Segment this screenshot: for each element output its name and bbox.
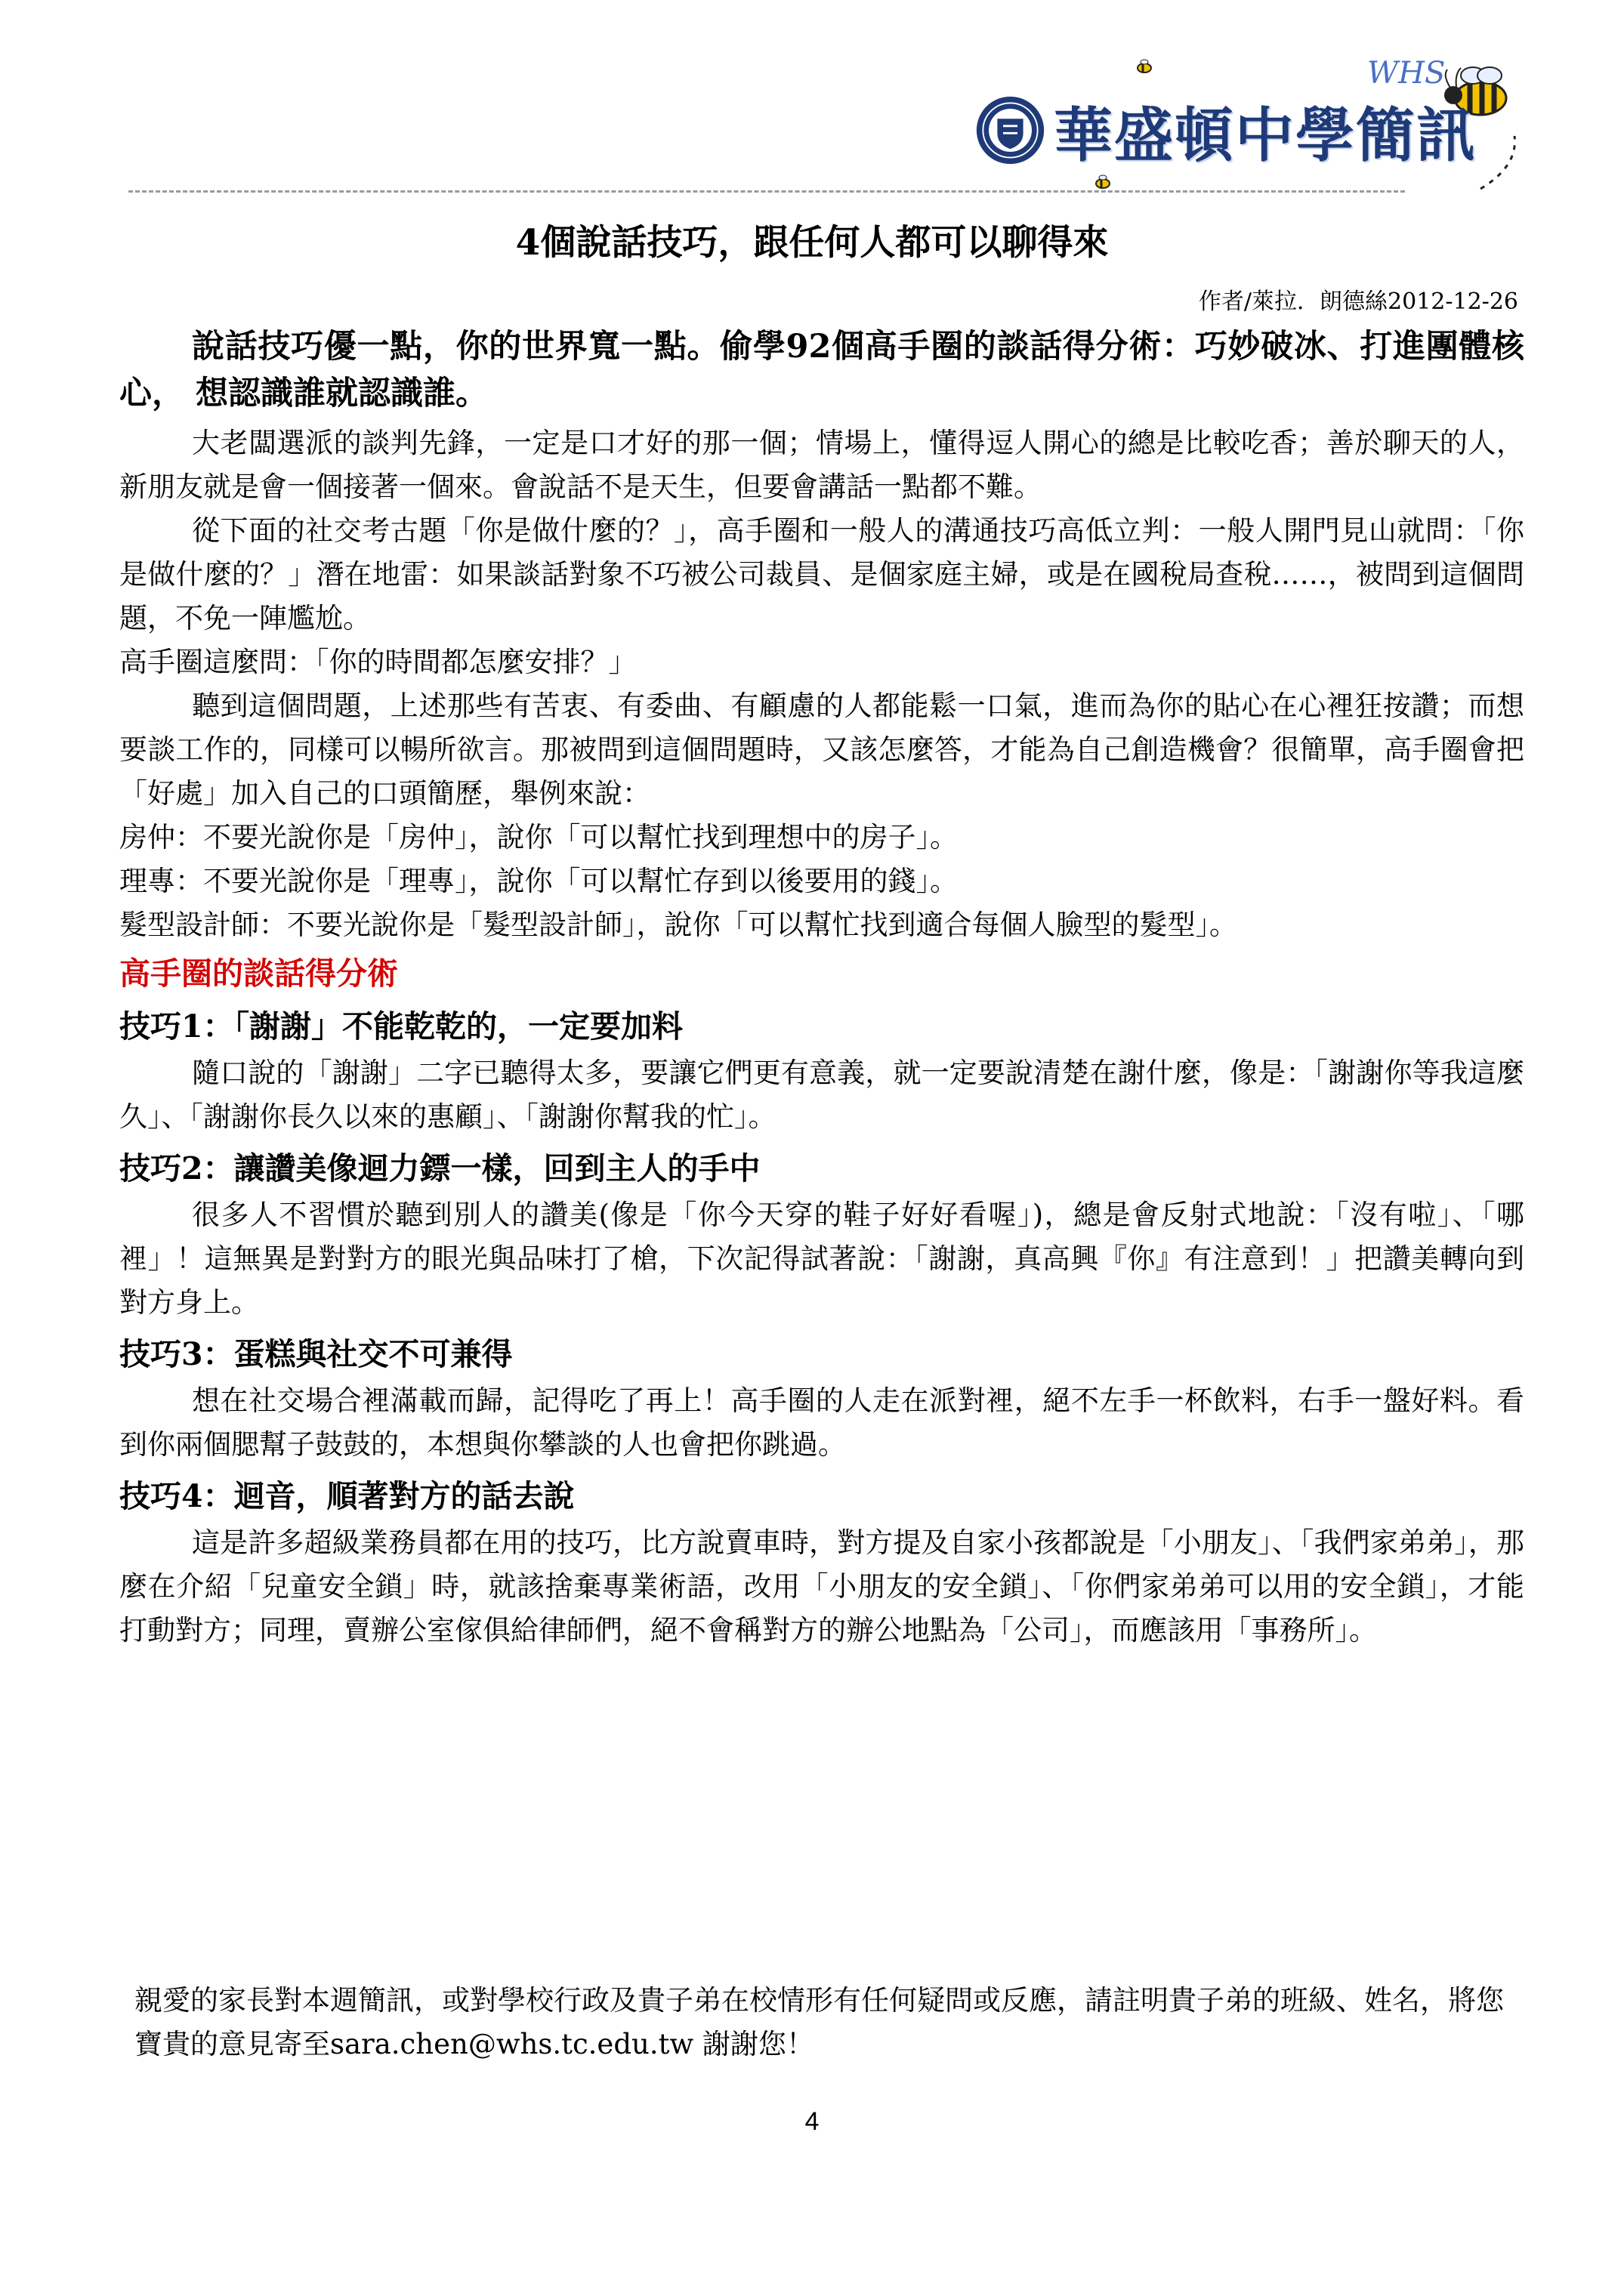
masthead-abbr: WHS bbox=[1367, 56, 1446, 91]
header-divider bbox=[128, 190, 1405, 193]
tip-body: 這是許多超級業務員都在用的技巧，比方說賣車時，對方提及自家小孩都說是「小朋友」、「我們家弟弟」，那麼在介紹「兒童安全鎖」時，就該捨棄專業術語，改用「小朋友的安全鎖」、「你們家弟弟可以用的安全鎖」，才能打動對方；同理，賣辦公室傢俱給律師們，絕不會稱對方的辦公地點為「公司」，而應該用「事務所」。 bbox=[119, 1526, 1524, 1646]
masthead bbox=[959, 53, 1533, 196]
school-seal-icon bbox=[974, 94, 1046, 166]
tip-body: 隨口說的「謝謝」二字已聽得太多，要讓它們更有意義，就一定要說清楚在謝什麼，像是：「謝謝你等我這麼久」、「謝謝你長久以來的惠顧」、「謝謝你幫我的忙」。 bbox=[119, 1057, 1524, 1133]
article-byline: 作者/萊拉．朗德絲2012-12-26 bbox=[1198, 289, 1518, 315]
section-heading: 高手圈的談話得分術 bbox=[119, 955, 398, 992]
paragraph: 理專：不要光說你是「理專」，說你「可以幫忙存到以後要用的錢」。 bbox=[119, 865, 958, 897]
tip-heading: 技巧3：蛋糕與社交不可兼得 bbox=[119, 1336, 513, 1372]
paragraph: 聽到這個問題，上述那些有苦衷、有委曲、有顧慮的人都能鬆一口氣，進而為你的貼心在心裡狂按讚；而想要談工作的，同樣可以暢所欲言。那被問到這個問題時，又該怎麼答，才能為自己創造機會？很簡單，高手圈會把「好處」加入自己的口頭簡歷，舉例來說： bbox=[119, 690, 1524, 810]
tip-body: 想在社交場合裡滿載而歸，記得吃了再上！高手圈的人走在派對裡，絕不左手一杯飲料，右手一盤好料。看到你兩個腮幫子鼓鼓的，本想與你攀談的人也會把你跳過。 bbox=[119, 1384, 1524, 1461]
masthead-title: 華盛頓中學簡訊 bbox=[1054, 102, 1477, 170]
parent-contact-note: 親愛的家長對本週簡訊，或對學校行政及貴子弟在校情形有任何疑問或反應，請註明貴子弟的班級、姓名，將您寶貴的意見寄至sara.chen@whs.tc.edu.tw 謝謝您！ bbox=[134, 1984, 1504, 2060]
article-lead: 說話技巧優一點，你的世界寬一點。偷學92個高手圈的談話得分術：巧妙破冰、打進團體核心， 想認識誰就認識誰。 bbox=[119, 328, 1524, 412]
tip-heading: 技巧2：讓讚美像迴力鏢一樣，回到主人的手中 bbox=[119, 1150, 761, 1187]
tip-heading: 技巧4：迴音，順著對方的話去說 bbox=[119, 1478, 575, 1514]
tip-body: 很多人不習慣於聽到別人的讚美(像是「你今天穿的鞋子好好看喔」)，總是會反射式地說：「沒有啦」、「哪裡」！這無異是對對方的眼光與品味打了槍，下次記得試著說：「謝謝，真高興『你』有注意到！」把讚美轉向到對方身上。 bbox=[119, 1199, 1524, 1319]
page-number: 4 bbox=[804, 2107, 820, 2136]
article-title: 4個說話技巧，跟任何人都可以聊得來 bbox=[515, 222, 1109, 264]
paragraph: 高手圈這麼問：「你的時間都怎麼安排？」 bbox=[119, 646, 637, 678]
paragraph: 從下面的社交考古題「你是做什麼的？」，高手圈和一般人的溝通技巧高低立判：一般人開門見山就問：「你是做什麼的？」潛在地雷：如果談話對象不巧被公司裁員、是個家庭主婦，或是在國稅局查稅……，被問到這個問題，不免一陣尷尬。 bbox=[119, 514, 1524, 634]
tip-heading: 技巧1：「謝謝」不能乾乾的，一定要加料 bbox=[119, 1008, 684, 1045]
paragraph: 髮型設計師：不要光說你是「髮型設計師」，說你「可以幫忙找到適合每個人臉型的髮型」。 bbox=[119, 909, 1237, 941]
paragraph: 大老闆選派的談判先鋒，一定是口才好的那一個；情場上，懂得逗人開心的總是比較吃香；善於聊天的人，新朋友就是會一個接著一個來。會說話不是天生，但要會講話一點都不難。 bbox=[119, 427, 1524, 503]
article-body bbox=[119, 323, 1524, 1653]
paragraph: 房仲：不要光說你是「房仲」，說你「可以幫忙找到理想中的房子」。 bbox=[119, 821, 958, 853]
